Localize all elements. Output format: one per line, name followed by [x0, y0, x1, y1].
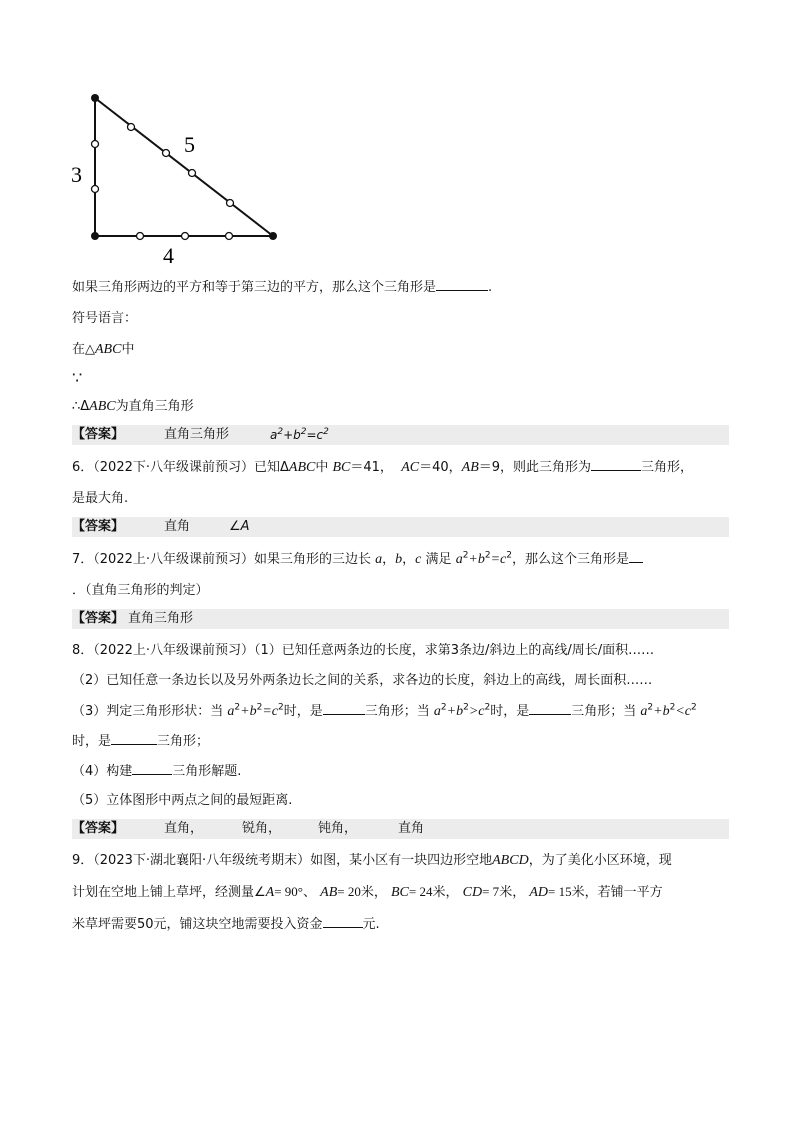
q8-line4: 时，是 三角形； [72, 734, 210, 749]
label-side-3: 3 [71, 162, 82, 187]
q5-symbol-title: 符号语言： [72, 311, 138, 326]
q6-line1: 6．（2022下·八年级课前预习）已知ΔABC中 BC＝41， AC＝40，AB＝9，则此三角形为 三角形， [72, 460, 694, 475]
q9-line1: 9．（2023下·湖北襄阳·八年级统考期末）如图，某小区有一块四边形空地ABCD，为了美化小区环境，现 [72, 853, 672, 868]
tick-point [226, 233, 233, 240]
q9-line3: 米草坪需要50元，铺这块空地需要投入资金 元. [72, 917, 380, 932]
q7-line1: 7．（2022上·八年级课前预习）如果三角形的三边长 a，b，c 满足 $a^2+b^2=c^2$，那么这个三角形是 [72, 550, 643, 569]
q8-line3: （3）判定三角形形状：当 $a^2+b^2=c^2$时，是 三角形；当 $a^2+b^2>c^2$时，是 三角形；当 $a^2+b^2<c^2$ [72, 702, 697, 719]
q9-line2: 计划在空地上铺上草坪，经测量∠A= 90°、 AB= 20米， BC= 24米， CD= 7米， AD= 15米，若铺一平方 [72, 884, 663, 900]
q5-therefore: ∴ΔABC为直角三角形 [72, 399, 194, 414]
triangle-figure [60, 88, 300, 268]
label-side-4: 4 [163, 243, 174, 268]
q5-answer: 【答案】 直角三角形 $a^2+b^2=c^2$ [72, 425, 729, 445]
q8-line5: （4）构建 三角形解题. [72, 764, 242, 779]
tick-point [227, 200, 234, 207]
q7-line2: ．（直角三角形的判定） [72, 583, 209, 598]
q8-answer: 【答案】 直角， 锐角， 钝角， 直角 [72, 819, 729, 839]
vertex-bottom-left [91, 232, 99, 240]
q8-line6: （5）立体图形中两点之间的最短距离. [72, 793, 293, 808]
triangle-hypotenuse [95, 98, 273, 236]
q6-answer: 【答案】 直角 ∠A [72, 517, 729, 537]
vertex-bottom-right [269, 232, 277, 240]
tick-point [163, 150, 170, 157]
q5-because: ∵ [72, 368, 83, 387]
q6-line2: 是最大角. [72, 491, 129, 506]
tick-point [92, 186, 99, 193]
tick-point [182, 233, 189, 240]
tick-point [137, 233, 144, 240]
q5-in-triangle: 在△ABC中 [72, 342, 135, 357]
q8-line1: 8．（2022上·八年级课前预习）（1）已知任意两条边的长度，求第3条边/斜边上的高线/周长/面积…… [72, 643, 655, 658]
q7-answer: 【答案】 直角三角形 [72, 609, 729, 629]
tick-point [92, 141, 99, 148]
tick-point [189, 170, 196, 177]
tick-point [128, 124, 135, 131]
label-side-5: 5 [184, 132, 195, 157]
q5-statement: 如果三角形两边的平方和等于第三边的平方，那么这个三角形是 . [72, 280, 493, 295]
vertex-top [91, 94, 99, 102]
q8-line2: （2）已知任意一条边长以及另外两条边长之间的关系，求各边的长度，斜边上的高线，周长面积…… [72, 673, 653, 688]
